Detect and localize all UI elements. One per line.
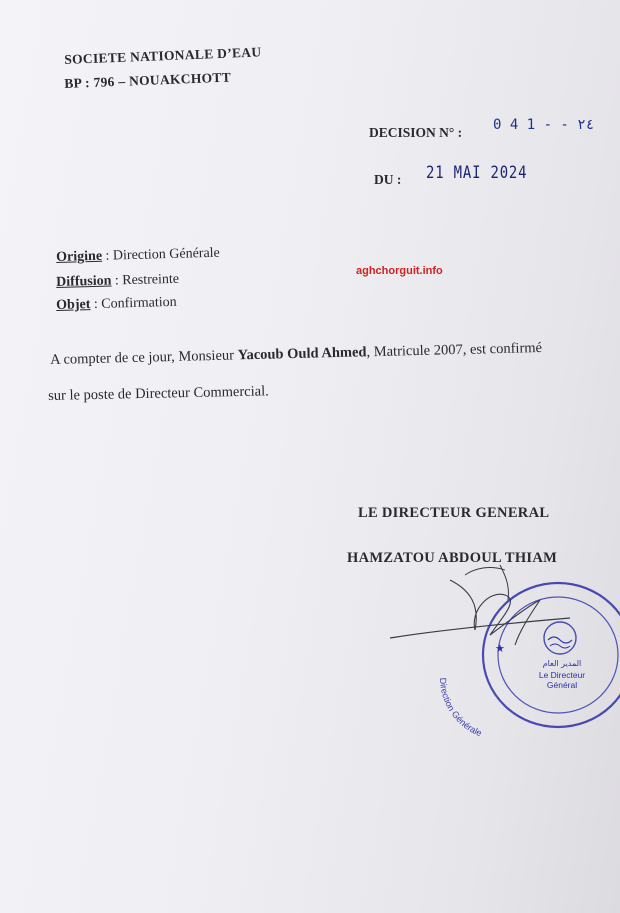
body-prefix: A compter de ce jour, Monsieur xyxy=(50,347,238,368)
decision-number-value: 0 4 1 - - ٢٤ xyxy=(493,117,595,133)
watermark-text: aghchorguit.info xyxy=(356,265,443,277)
diffusion-value: : Restreinte xyxy=(111,271,180,289)
stamp-line-1: Le Directeur xyxy=(538,670,586,680)
decision-date-label: DU : xyxy=(374,172,402,187)
object-label: Objet xyxy=(56,297,91,313)
diffusion-line xyxy=(56,272,179,291)
org-name: SOCIETE NATIONALE D’EAU xyxy=(64,44,262,67)
origin-label: Origine xyxy=(56,248,103,265)
org-address: BP : 796 – NOUAKCHOTT xyxy=(64,69,232,91)
svg-text:★: ★ xyxy=(495,642,505,655)
official-stamp xyxy=(380,560,620,750)
object-line xyxy=(56,295,177,314)
decision-number-label: DECISION N° : xyxy=(369,125,463,140)
diffusion-label: Diffusion xyxy=(56,273,112,290)
body-line-2: sur le poste de Directeur Commercial. xyxy=(48,383,269,404)
stamp-ring-text: Direction Générale xyxy=(437,677,484,739)
signatory-title: LE DIRECTEUR GENERAL xyxy=(358,505,550,521)
person-name: Yacoub Ould Ahmed xyxy=(237,344,367,364)
object-value: : Confirmation xyxy=(90,294,177,313)
origin-line xyxy=(56,246,220,266)
signatory-name: HAMZATOU ABDOUL THIAM xyxy=(347,550,558,566)
origin-value: : Direction Générale xyxy=(101,245,221,264)
stamp-line-2: Général xyxy=(546,680,578,690)
svg-text:Direction Générale xyxy=(438,678,483,739)
body-suffix: , Matricule 2007, est confirmé xyxy=(366,339,543,361)
body-line-1 xyxy=(50,340,542,369)
stamp-arabic: المدير العام xyxy=(542,659,582,668)
decision-date-value: 21 MAI 2024 xyxy=(426,163,528,183)
